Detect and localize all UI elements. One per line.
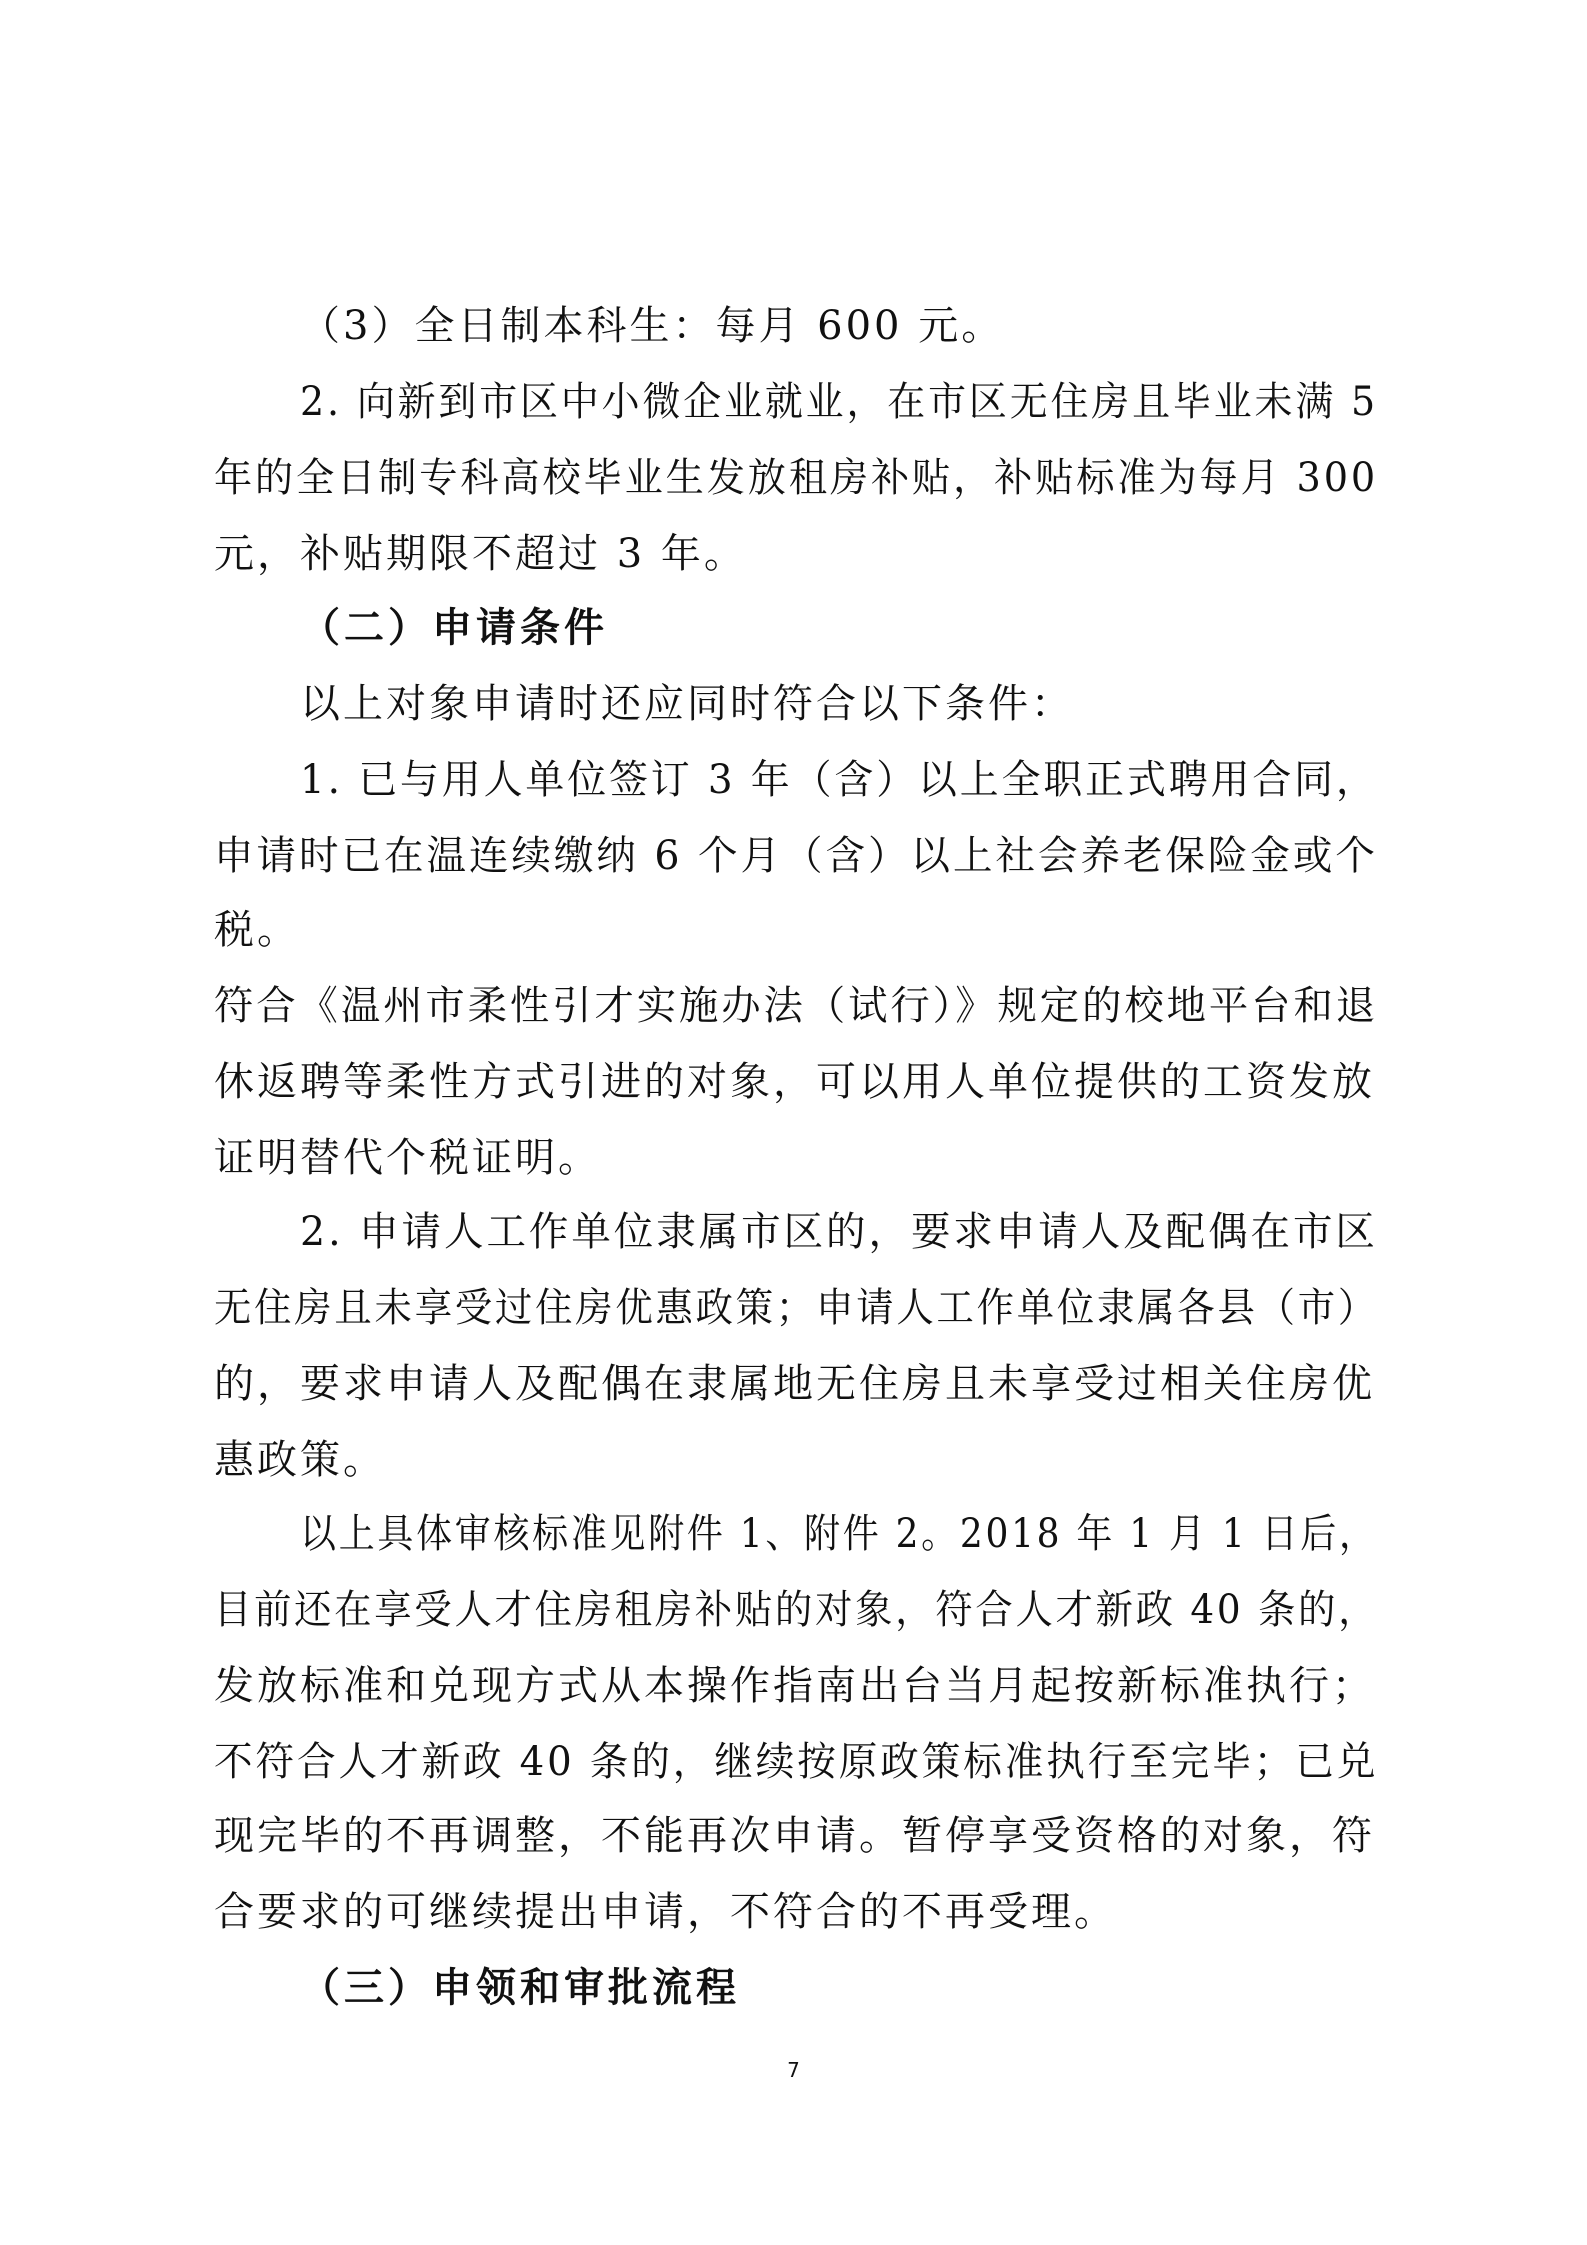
paragraph-line: 休返聘等柔性方式引进的对象，可以用人单位提供的工资发放 [214, 1059, 1375, 1105]
paragraph-line: 不符合人才新政 40 条的，继续按原政策标准执行至完毕；已兑 [214, 1739, 1379, 1785]
paragraph-line: 税。 [214, 907, 300, 953]
paragraph-line: 年的全日制专科高校毕业生发放租房补贴，补贴标准为每月 300 [214, 455, 1379, 501]
paragraph-line: 证明替代个税证明。 [214, 1135, 601, 1181]
paragraph-line: 的，要求申请人及配偶在隶属地无住房且未享受过相关住房优 [214, 1361, 1375, 1407]
paragraph-line: 符合《温州市柔性引才实施办法（试行）》规定的校地平台和退 [214, 983, 1378, 1029]
paragraph-line: 合要求的可继续提出申请，不符合的不再受理。 [214, 1889, 1117, 1935]
paragraph-line: 1. 已与用人单位签订 3 年（含）以上全职正式聘用合同， [300, 757, 1378, 803]
paragraph-line: 2. 向新到市区中小微企业就业，在市区无住房且毕业未满 5 [300, 379, 1379, 425]
paragraph-line: 现完毕的不再调整，不能再次申请。暂停享受资格的对象，符 [214, 1813, 1375, 1859]
paragraph-line: （3）全日制本科生：每月 600 元。 [300, 303, 1005, 349]
paragraph-line: 惠政策。 [214, 1437, 386, 1483]
section-heading: （三）申领和审批流程 [300, 1964, 740, 2011]
paragraph-line: 2. 申请人工作单位隶属市区的，要求申请人及配偶在市区 [300, 1209, 1378, 1255]
page-number: 7 [787, 2058, 800, 2082]
paragraph-line: 无住房且未享受过住房优惠政策；申请人工作单位隶属各县（市） [214, 1285, 1378, 1331]
paragraph-line: 以上对象申请时还应同时符合以下条件： [300, 681, 1074, 727]
paragraph-line: 申请时已在温连续缴纳 6 个月（含）以上社会养老保险金或个 [214, 833, 1378, 879]
paragraph-line: 以上具体审核标准见附件 1、附件 2。2018 年 1 月 1 日后， [300, 1511, 1378, 1557]
paragraph-line: 目前还在享受人才住房租房补贴的对象，符合人才新政 40 条的， [214, 1587, 1379, 1633]
paragraph-line: 发放标准和兑现方式从本操作指南出台当月起按新标准执行； [214, 1663, 1375, 1709]
paragraph-line: 元，补贴期限不超过 3 年。 [214, 531, 747, 577]
section-heading: （二）申请条件 [300, 604, 608, 651]
